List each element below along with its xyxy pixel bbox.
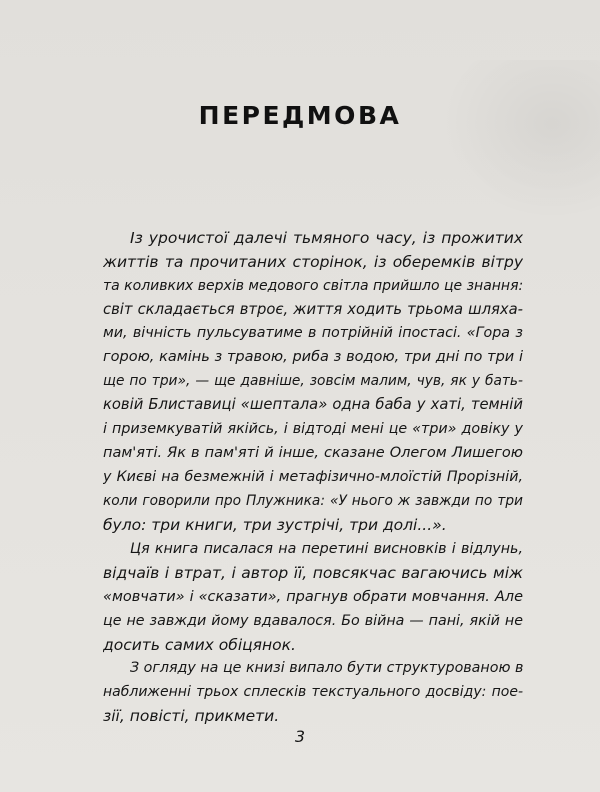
text-line: досить самих обіцянок. — [103, 636, 296, 654]
text-line: пам'яті. Як в пам'яті й інше, сказане Олегом Лишегою — [103, 445, 523, 461]
text-line: З огляду на це книзі випало бути структурованою в — [130, 660, 523, 676]
text-line: ми, вічність пульсуватиме в потрійній іпостасі. «Гора з — [103, 325, 523, 341]
page-title: ПЕРЕДМОВА — [198, 101, 402, 130]
text-line: це не завжди йому вдавалося. Бо війна — пані, якій не — [103, 613, 523, 629]
text-line: Із урочистої далечі тьмяного часу, із прожитих — [130, 229, 523, 247]
page-number: 3 — [294, 727, 306, 746]
text-line: Ця книга писалася на перетині висновків і відлунь, — [130, 541, 523, 557]
text-line: життів та прочитаних сторінок, із оберемків вітру — [103, 253, 523, 271]
text-line: ковій Блиставиці «шептала» одна баба у хаті, темній — [103, 396, 523, 413]
text-line: у Києві на безмежній і метафізично-млоїстій Прорізній, — [103, 469, 523, 485]
text-line: світ складається втроє, життя ходить трьома шляха- — [103, 301, 523, 318]
text-line: наближенні трьох сплесків текстуального досвіду: пое- — [103, 684, 523, 700]
text-line: було: три книги, три зустрічі, три долі...». — [103, 516, 447, 534]
text-line: зії, повісті, прикмети. — [103, 707, 280, 725]
text-line: і приземкуватій якійсь, і відтоді мені це «три» довіку у — [103, 421, 523, 437]
text-line: відчаїв і втрат, і автор її, повсякчас вагаючись між — [103, 564, 523, 582]
text-line: та коливких верхів медового світла прийшло це знання: — [103, 278, 523, 294]
text-line: горою, камінь з травою, риба з водою, три дні по три і — [103, 349, 523, 365]
text-line: ще по три», — ще давніше, зовсім малим, чув, як у бать- — [103, 373, 523, 389]
text-line: коли говорили про Плужника: «У нього ж завжди по три — [103, 493, 523, 509]
page-shadow — [440, 60, 600, 220]
text-line: «мовчати» і «сказати», прагнув обрати мовчання. Але — [103, 589, 523, 605]
